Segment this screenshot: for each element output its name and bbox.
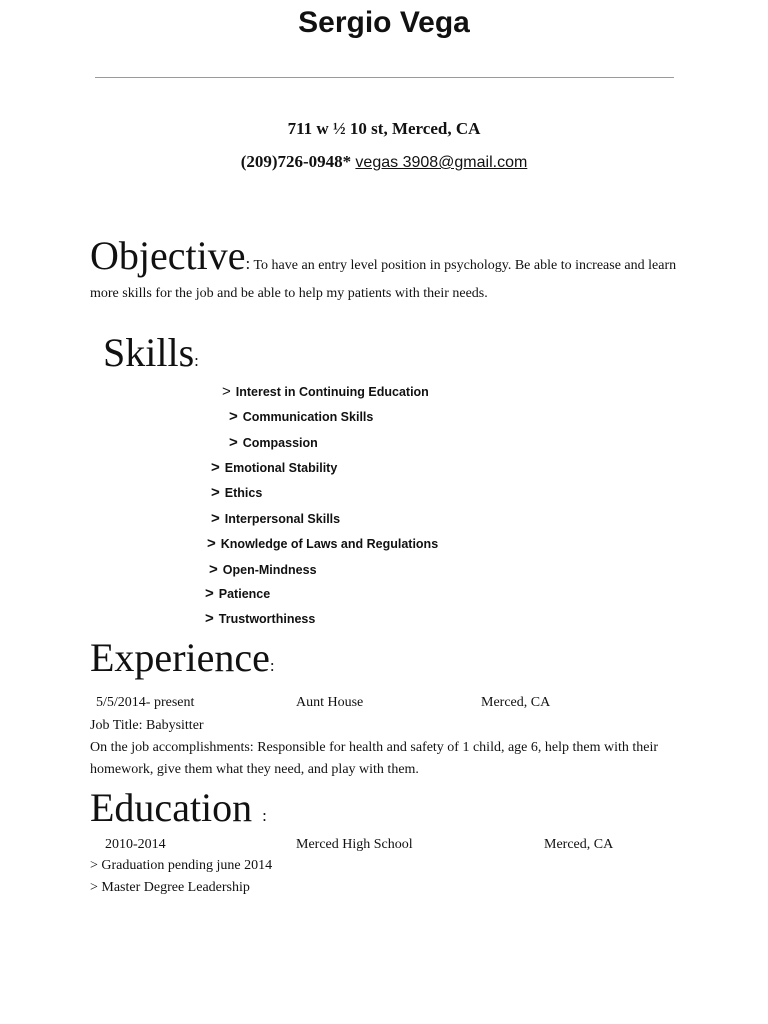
resume-name: Sergio Vega (298, 6, 470, 39)
skill-item: > Compassion (229, 434, 318, 451)
experience-location: Merced, CA (481, 695, 551, 710)
experience-colon: : (269, 656, 275, 675)
header-divider (95, 77, 674, 78)
objective-text-line2: more skills for the job and be able to help my patients with their needs. (90, 286, 488, 301)
education-location: Merced, CA (544, 837, 614, 852)
job-title: Job Title: Babysitter (90, 718, 204, 733)
accomplishments-line1: On the job accomplishments: Responsible for health and safety of 1 child, age 6, help them with their (90, 740, 659, 755)
contact-line (0, 152, 768, 172)
education-dates: 2010-2014 (105, 837, 166, 852)
skill-item: > Interpersonal Skills (211, 510, 341, 527)
education-section-header (90, 785, 267, 830)
phone-number: (209)726-0948* (240, 152, 352, 171)
skill-item: > Knowledge of Laws and Regulations (207, 535, 439, 552)
objective-colon: : (245, 254, 251, 273)
address: 711 w ½ 10 st, Merced, CA (287, 119, 481, 138)
skill-item: > Open-Mindness (209, 561, 317, 578)
education-heading: Education (90, 785, 253, 830)
skills-colon: : (194, 351, 199, 370)
objective-heading: Objective (90, 233, 246, 278)
objective-text-line1: To have an entry level position in psychology. Be able to increase and learn (250, 258, 677, 273)
education-note: > Master Degree Leadership (90, 880, 250, 895)
accomplishments-line2: homework, give them what they need, and play with them. (90, 762, 419, 777)
experience-dates: 5/5/2014- present (96, 695, 195, 710)
skill-item: > Patience (205, 585, 271, 602)
skill-item: > Trustworthiness (205, 610, 316, 627)
experience-employer: Aunt House (296, 695, 364, 710)
skills-section-header (103, 330, 199, 375)
skill-item: > Communication Skills (229, 408, 374, 425)
skill-item: > Interest in Continuing Education (222, 383, 429, 400)
experience-section-header (90, 635, 275, 680)
education-note: > Graduation pending june 2014 (90, 858, 273, 873)
education-colon: : (262, 806, 267, 825)
skills-heading: Skills (103, 330, 195, 375)
objective-section (90, 233, 677, 278)
skill-item: > Ethics (211, 484, 263, 501)
experience-heading: Experience (90, 635, 270, 680)
education-school: Merced High School (296, 837, 413, 852)
skill-item: > Emotional Stability (211, 459, 338, 476)
email-link[interactable]: vegas 3908@gmail.com (355, 154, 528, 171)
